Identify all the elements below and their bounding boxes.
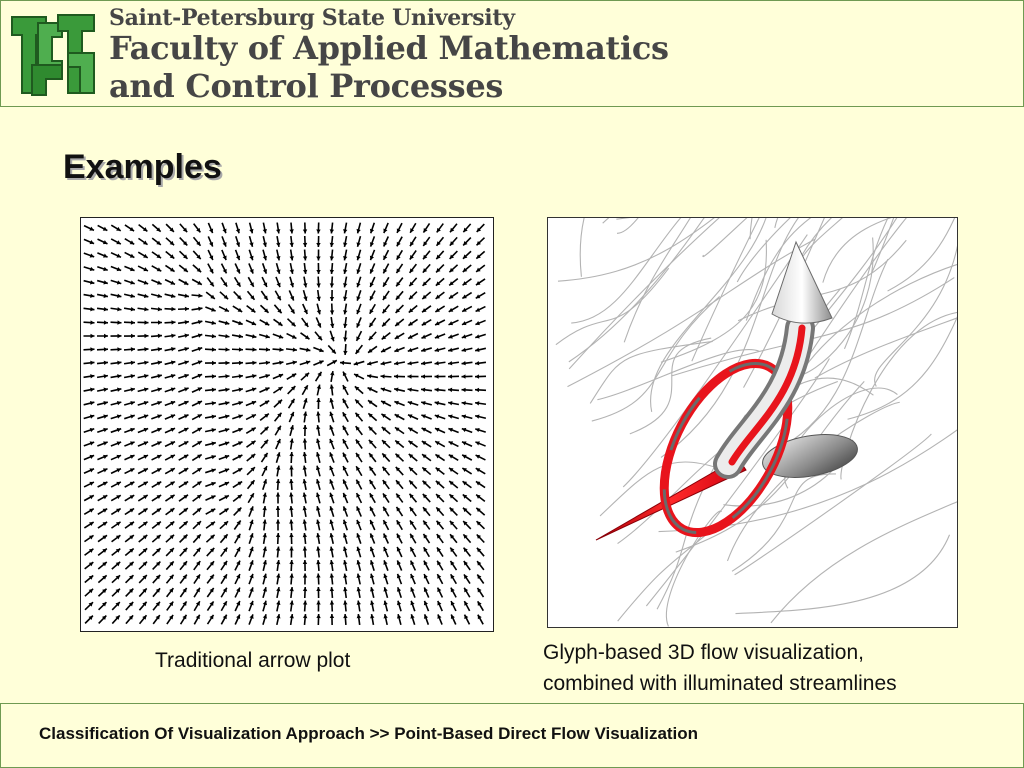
vector-arrowhead [144, 347, 148, 351]
vector-arrowhead [289, 229, 293, 233]
vector-arrowhead [239, 361, 243, 365]
vector-arrowhead [212, 347, 216, 351]
streamline [703, 218, 845, 257]
vector-arrowhead [303, 601, 307, 605]
vector-arrowhead [448, 374, 452, 378]
vector-arrowhead [330, 574, 334, 578]
vector-arrowhead [104, 334, 108, 338]
glyph-caption-line-1: Glyph-based 3D flow visualization, [543, 641, 864, 664]
vector-arrowhead [144, 334, 148, 338]
vector-arrowhead [303, 229, 307, 233]
footer-breadcrumb: Classification Of Visualization Approach >> Point-Based Direct Flow Visualization [39, 724, 699, 743]
vector-arrowhead [158, 334, 162, 338]
vector-arrowhead [239, 347, 243, 351]
vector-arrowhead [171, 307, 175, 311]
vector-arrowhead [198, 293, 202, 297]
vector-arrowhead [303, 425, 307, 429]
vector-arrowhead [316, 412, 320, 416]
streamline [571, 218, 768, 323]
vector-arrowhead [171, 320, 175, 324]
header-banner [0, 0, 1024, 107]
vector-arrowhead [330, 256, 334, 260]
vector-arrowhead [330, 270, 334, 274]
vector-arrowhead [185, 307, 189, 311]
vector-arrowhead [225, 374, 229, 378]
vector-arrowhead [303, 243, 307, 247]
vector-arrowhead [104, 320, 108, 324]
vector-arrowhead [117, 347, 121, 351]
streamline [844, 218, 952, 349]
vector-arrowhead [212, 374, 216, 378]
vector-arrowhead [252, 361, 256, 365]
vector-arrowhead [276, 479, 280, 483]
vector-arrowhead [330, 587, 334, 591]
vector-arrowhead [330, 614, 334, 618]
vector-arrowhead [316, 283, 320, 287]
university-name: Saint-Petersburg State University [109, 5, 515, 31]
vector-arrowhead [316, 574, 320, 578]
vector-arrowhead [343, 351, 347, 355]
vector-arrowhead [262, 506, 266, 510]
vector-arrowhead [90, 320, 94, 324]
vector-arrowhead [475, 388, 479, 392]
vector-arrowhead [252, 347, 256, 351]
vector-arrowhead [435, 374, 439, 378]
vector-arrowhead [225, 361, 229, 365]
vector-arrowhead [104, 361, 108, 365]
glyph-plot-caption [543, 637, 897, 699]
streamline [617, 218, 682, 233]
vector-arrowhead [316, 256, 320, 260]
vector-arrowhead [303, 533, 307, 537]
vector-arrowhead [330, 601, 334, 605]
vector-arrowhead [225, 347, 229, 351]
vector-arrowhead [303, 574, 307, 578]
vector-arrowhead [276, 547, 280, 551]
streamline [815, 230, 957, 378]
vector-arrowhead [289, 574, 293, 578]
vector-arrowhead [276, 506, 280, 510]
vector-arrowhead [303, 547, 307, 551]
vector-arrowhead [343, 601, 347, 605]
vector-arrowhead [289, 452, 293, 456]
faculty-name: Faculty of Applied Mathematics [109, 29, 669, 67]
vector-arrowhead [381, 374, 385, 378]
vector-arrowhead [289, 560, 293, 564]
vector-arrowhead [394, 374, 398, 378]
vector-arrowhead [289, 479, 293, 483]
streamline [841, 311, 957, 479]
vector-arrowhead [279, 347, 283, 351]
vector-arrowhead [316, 587, 320, 591]
vector-arrowhead [316, 601, 320, 605]
vector-arrowhead [212, 388, 216, 392]
vector-arrowhead [303, 587, 307, 591]
vector-arrowhead [276, 533, 280, 537]
vector-arrowhead [90, 361, 94, 365]
vector-arrowhead [276, 493, 280, 497]
vector-arrowhead [117, 334, 121, 338]
streamline [597, 350, 759, 400]
vector-arrowhead [158, 320, 162, 324]
vector-arrowhead [289, 466, 293, 470]
vector-arrowhead [316, 270, 320, 274]
vector-arrowhead [316, 229, 320, 233]
vector-arrowhead [475, 374, 479, 378]
vector-arrowhead [131, 320, 135, 324]
glyph-3d-figure [547, 217, 958, 628]
vector-arrowhead [343, 337, 347, 341]
vector-arrowhead [289, 506, 293, 510]
vector-arrowhead [316, 398, 320, 402]
streamline [646, 359, 829, 606]
slide-title: Examples [63, 148, 222, 186]
vector-arrowhead [330, 310, 334, 314]
vector-arrowhead [104, 347, 108, 351]
vector-arrowhead [90, 347, 94, 351]
vector-arrowhead [90, 334, 94, 338]
vector-arrowhead [266, 347, 270, 351]
vector-arrowhead [158, 307, 162, 311]
vector-arrowhead [421, 374, 425, 378]
vector-arrowhead [435, 388, 439, 392]
vector-arrowhead [316, 243, 320, 247]
vector-arrowhead [316, 614, 320, 618]
vector-arrowhead [462, 374, 466, 378]
vector-arrowhead [303, 256, 307, 260]
vector-arrowhead [289, 520, 293, 524]
vector-arrowhead [448, 388, 452, 392]
vector-arrowhead [289, 547, 293, 551]
vector-arrowhead [303, 614, 307, 618]
vector-arrowhead [408, 374, 412, 378]
arrow-plot-figure [80, 217, 494, 632]
vector-arrowhead [330, 243, 334, 247]
streamline [875, 233, 957, 386]
vector-arrowhead [462, 388, 466, 392]
department-name: and Control Processes [109, 67, 504, 105]
vector-arrowhead [343, 614, 347, 618]
glyph-caption-line-2: combined with illuminated streamlines [543, 672, 897, 695]
vector-arrowhead [340, 361, 344, 365]
vector-arrowhead [276, 520, 280, 524]
vector-arrowhead [131, 347, 135, 351]
vector-arrowhead [144, 320, 148, 324]
vector-arrowhead [330, 229, 334, 233]
vector-arrowhead [303, 560, 307, 564]
streamline [735, 535, 949, 614]
vector-arrowhead [117, 320, 121, 324]
vector-arrowhead [212, 361, 216, 365]
vector-arrowhead [303, 439, 307, 443]
glyph-3d-canvas [548, 218, 957, 627]
vector-arrowhead [330, 283, 334, 287]
footer-banner [0, 703, 1024, 768]
streamline [630, 338, 711, 434]
vector-arrowhead [289, 533, 293, 537]
university-logo [8, 9, 100, 101]
arrow-plot-canvas [81, 218, 493, 631]
vector-arrowhead [131, 334, 135, 338]
vector-arrowhead [316, 560, 320, 564]
vector-arrowhead [330, 297, 334, 301]
arrow-plot-caption: Traditional arrow plot [155, 649, 351, 672]
